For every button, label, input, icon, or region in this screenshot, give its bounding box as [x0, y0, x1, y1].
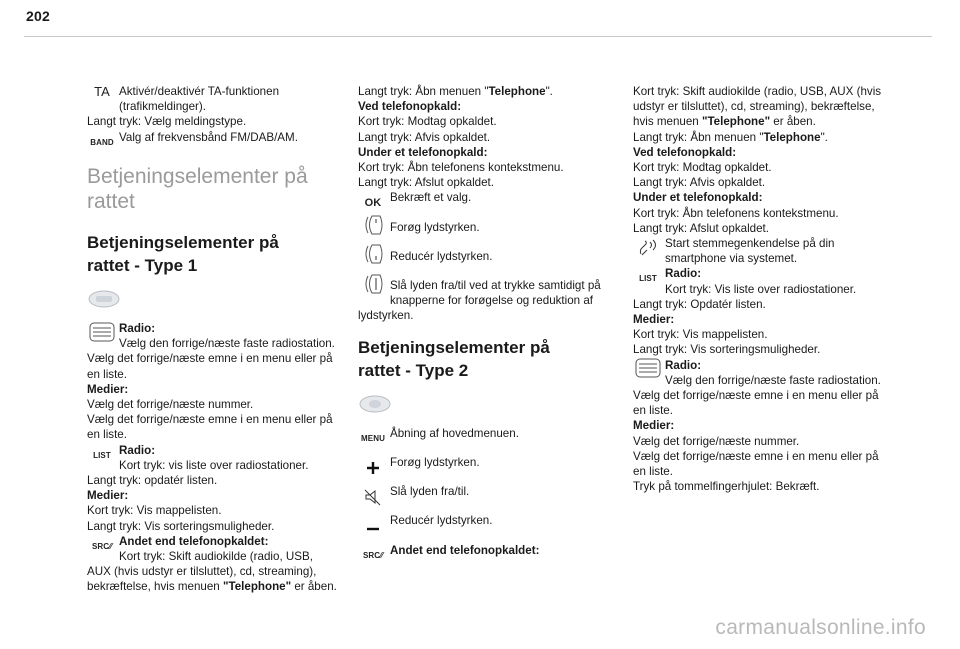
radio-text-2: Vælg det forrige/næste emne i en menu eller på: [87, 352, 333, 366]
page-number: 202: [26, 8, 50, 24]
section-heading: [87, 164, 343, 214]
c3-l1: Kort tryk: Skift audiokilde (radio, USB, AUX (hvis: [633, 85, 882, 98]
voice-text-1: Start stemmegenkendelse på din: [665, 237, 835, 251]
band-icon: BAND: [90, 137, 114, 147]
plus-icon: [358, 460, 388, 475]
list3-text-1: Kort tryk: Vis liste over radiostationer.: [665, 282, 857, 296]
menu-icon: MENU: [361, 433, 385, 443]
src-text-3a: bekræftelse, hvis menuen: [87, 580, 223, 594]
radio-label: Radio:: [119, 322, 156, 336]
column-1: [87, 84, 343, 595]
radio3-entry: [633, 358, 898, 388]
ok-text: Bekræft et valg.: [390, 191, 472, 205]
menu-entry: [358, 426, 618, 441]
thumb-text: Tryk på tommelfingerhjulet: Bekræft.: [633, 480, 820, 494]
src-icon-2: SRC ⁄⁄: [358, 548, 388, 563]
src-icon-label: SRC: [91, 541, 110, 551]
src-icon-2-label: SRC: [362, 550, 381, 560]
mute-text-3: lydstyrken.: [358, 309, 414, 323]
type2-heading-line-1: Betjeningselementer på: [358, 337, 550, 357]
media-text-3: en liste.: [87, 428, 127, 442]
c3-l6: Kort tryk: Modtag opkaldet.: [633, 161, 772, 175]
minus-entry: [358, 513, 618, 528]
vol-up-text: Forøg lydstyrken.: [390, 220, 480, 234]
list3-text-2: Langt tryk: Opdatér listen.: [633, 297, 766, 311]
mute-control-icon: [358, 276, 388, 291]
list-text-2: Langt tryk: opdatér listen.: [87, 474, 218, 488]
mute-text-2: knapperne for forøgelse og reduktion af: [390, 294, 594, 308]
list3-media-label: Medier:: [633, 313, 675, 327]
vol-down-entry: [358, 249, 618, 264]
list3-text-4: Langt tryk: Vis sorteringsmuligheder.: [633, 343, 821, 357]
src2-label: Andet end telefonopkaldet:: [390, 543, 540, 557]
type2-heading: [358, 336, 618, 382]
radio3-text-2: Vælg det forrige/næste emne i en menu eller på: [633, 389, 879, 403]
steering-wheel-icon-2: [358, 394, 392, 414]
c3-l9: Kort tryk: Åbn telefonens kontekstmenu.: [633, 206, 839, 220]
radio-text-3: en liste.: [87, 367, 127, 381]
src-text-3: [87, 579, 343, 594]
ta-long-press: Langt tryk: Vælg meldingstype.: [87, 115, 247, 129]
minus-text: Reducér lydstyrken.: [390, 514, 493, 528]
src-label: Andet end telefonopkaldet:: [119, 534, 269, 548]
section-heading-line-2: rattet: [87, 189, 135, 213]
c3-l10: Langt tryk: Afslut opkaldet.: [633, 221, 769, 235]
vol-up-entry: [358, 220, 618, 235]
section-heading-line-1: Betjeningselementer på: [87, 164, 308, 188]
media3-text-1: Vælg det forrige/næste nummer.: [633, 434, 800, 448]
media-label: Medier:: [87, 382, 129, 396]
c3-l4b: Telephone: [763, 130, 821, 144]
c2-telephone-line: [358, 84, 618, 99]
list-text-1: Kort tryk: vis liste over radiostationer.: [119, 458, 309, 472]
voice-entry: [633, 236, 898, 266]
src-text-3c: er åben.: [291, 580, 337, 594]
c2-l1c: ".: [545, 85, 553, 98]
media-text-2: Vælg det forrige/næste emne i en menu eller på: [87, 413, 333, 427]
mute-text-1: Slå lyden fra/til ved at trykke samtidigt på: [390, 279, 601, 293]
voice-text-2: smartphone via systemet.: [665, 252, 798, 266]
c3-l2: udstyr er tilsluttet), cd, streaming), bekræftelse,: [633, 100, 875, 114]
c3-l3b: "Telephone": [701, 115, 771, 129]
menu-text: Åbning af hovedmenuen.: [390, 426, 519, 440]
plus-entry: [358, 455, 618, 470]
radio3-label: Radio:: [665, 358, 702, 372]
c2-l7: Langt tryk: Afslut opkaldet.: [358, 176, 494, 190]
c3-l4a: Langt tryk: Åbn menuen ": [633, 130, 764, 144]
watermark: carmanualsonline.info: [715, 615, 926, 639]
c3-l7: Langt tryk: Afvis opkaldet.: [633, 176, 766, 190]
type2-heading-line-2: rattet - Type 2: [358, 360, 469, 380]
c3-during-heading: Under et telefonopkald:: [633, 191, 763, 205]
top-divider: [24, 36, 932, 37]
c2-during-heading: Under et telefonopkald:: [358, 145, 488, 159]
column-2: [358, 84, 618, 558]
media-text-1: Vælg det forrige/næste nummer.: [87, 398, 254, 412]
ta-icon: TA: [94, 83, 110, 99]
type1-radio-entry: [87, 321, 343, 351]
mute2-text: Slå lyden fra/til.: [390, 485, 470, 499]
list-radio-label: Radio:: [119, 443, 156, 457]
mute2-entry: [358, 484, 618, 499]
thumbwheel-icon: [87, 324, 117, 339]
ta-entry: [87, 84, 343, 114]
src-text-1: Kort tryk: Skift audiokilde (radio, USB,: [119, 550, 313, 564]
c2-l4: Langt tryk: Afvis opkaldet.: [358, 130, 491, 144]
ok-icon: OK: [364, 197, 382, 210]
column-3: [633, 84, 898, 494]
list-media-label: Medier:: [87, 489, 129, 503]
list-entry: [87, 443, 343, 473]
minus-icon: [358, 521, 388, 536]
ta-text-2: (trafikmeldinger).: [119, 100, 206, 114]
c2-call-heading: Ved telefonopkald:: [358, 100, 462, 114]
c3-l4: [633, 130, 898, 145]
c2-l1b: Telephone: [488, 85, 546, 98]
src-text-2: AUX (hvis udstyr er tilsluttet), cd, streaming),: [87, 565, 317, 579]
voice-recognition-icon: [633, 240, 663, 255]
list-text-4: Langt tryk: Vis sorteringsmuligheder.: [87, 519, 275, 533]
type1-heading-line-1: Betjeningselementer på: [87, 232, 279, 252]
mute-entry: [358, 278, 618, 308]
volume-down-control-icon: [358, 247, 388, 262]
c3-call-heading: Ved telefonopkald:: [633, 145, 737, 159]
speaker-mute-icon: [358, 489, 388, 504]
c2-l6: Kort tryk: Åbn telefonens kontekstmenu.: [358, 161, 564, 175]
volume-up-control-icon: [358, 218, 388, 233]
list3-text-3: Kort tryk: Vis mappelisten.: [633, 328, 768, 342]
ok-entry: [358, 190, 618, 210]
steering-wheel-icon: [87, 289, 121, 309]
radio-text-1: Vælg den forrige/næste faste radiostation.: [119, 337, 335, 351]
vol-down-text: Reducér lydstyrken.: [390, 249, 493, 263]
src-icon: SRC ⁄⁄: [87, 539, 117, 554]
type1-heading-line-2: rattet - Type 1: [87, 255, 198, 275]
src2-entry: [358, 543, 618, 558]
c3-l3c: er åben.: [770, 115, 816, 129]
band-text: Valg af frekvensbånd FM/DAB/AM.: [119, 130, 298, 144]
media3-label: Medier:: [633, 419, 675, 433]
list3-radio-label: Radio:: [665, 267, 702, 281]
list-text-3: Kort tryk: Vis mappelisten.: [87, 504, 222, 518]
radio3-text-1: Vælg den forrige/næste faste radiostation.: [665, 373, 881, 387]
list3-entry: [633, 266, 898, 296]
c2-l3: Kort tryk: Modtag opkaldet.: [358, 115, 497, 129]
media3-text-2: Vælg det forrige/næste emne i en menu eller på: [633, 449, 879, 463]
c3-l4c: ".: [820, 130, 828, 144]
type1-heading: [87, 231, 343, 277]
c3-l3a: hvis menuen: [633, 115, 702, 129]
c3-l3: [633, 114, 898, 129]
c2-l1a: Langt tryk: Åbn menuen ": [358, 85, 489, 98]
list-icon-2: LIST: [639, 274, 657, 284]
list-icon: LIST: [93, 450, 111, 460]
src-text-3b: "Telephone": [222, 580, 292, 594]
media3-text-3: en liste.: [633, 465, 673, 479]
plus-text: Forøg lydstyrken.: [390, 456, 480, 470]
ta-text: Aktivér/deaktivér TA-funktionen: [119, 85, 280, 98]
src-entry: [87, 534, 343, 564]
thumbwheel-icon-2: [633, 361, 663, 376]
band-entry: [87, 130, 343, 145]
radio3-text-3: en liste.: [633, 404, 673, 418]
